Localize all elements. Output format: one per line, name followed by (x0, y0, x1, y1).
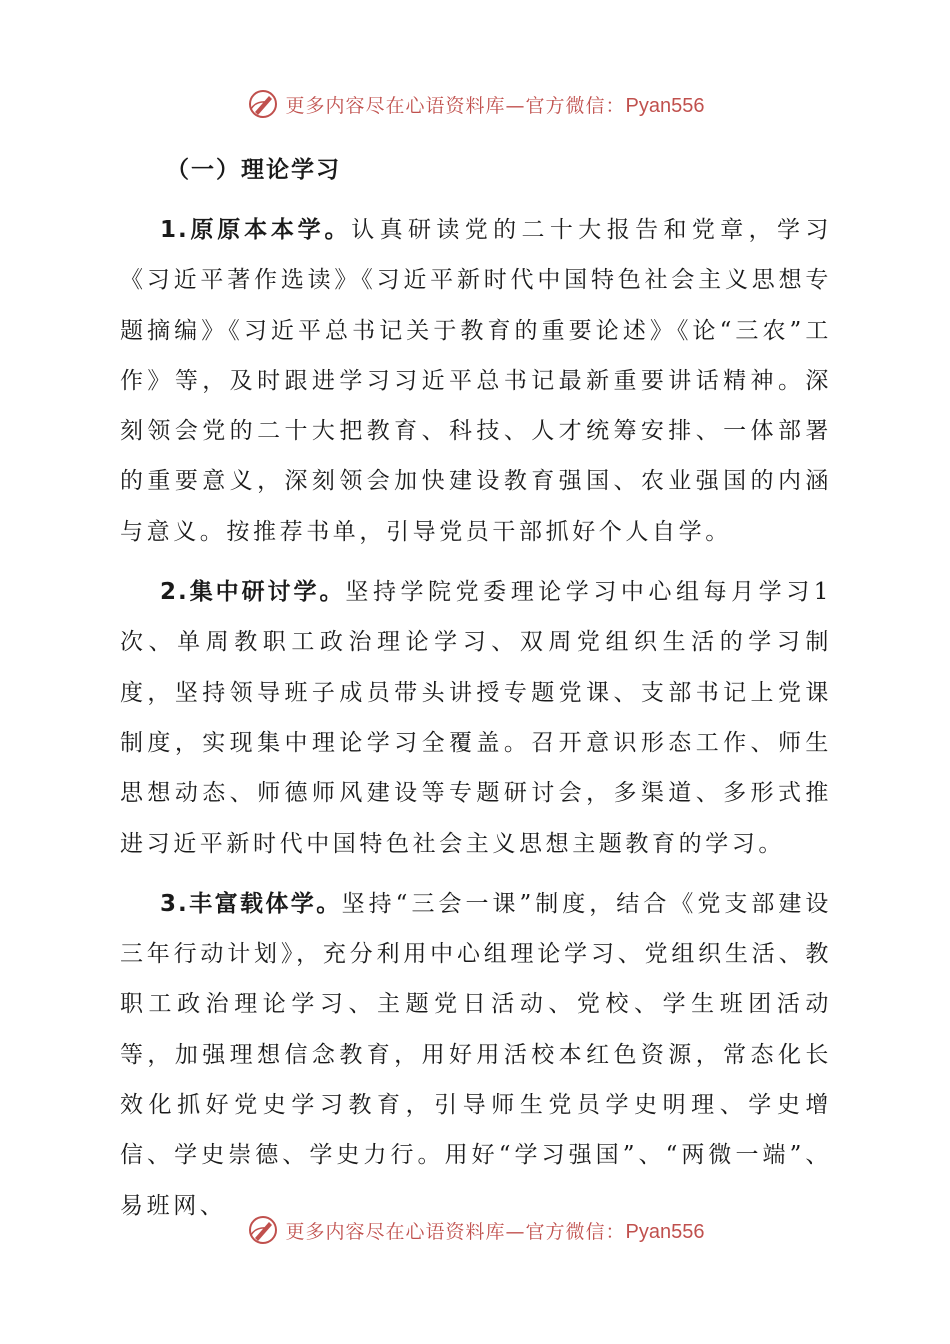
paragraph-1 (120, 205, 832, 557)
watermark-label: 更多内容尽在心语资料库—官方微信： (285, 94, 626, 117)
section-heading: （一）理论学习 (166, 157, 341, 183)
watermark-footer (0, 1210, 950, 1250)
paragraph-3-lead: 3.丰富载体学。 (160, 890, 342, 917)
paragraph-2-body: 坚持学院党委理论学习中心组每月学习1次、单周教职工政治理论学习、双周党组织生活的学习制度，坚持领导班子成员带头讲授专题党课、支部书记上党课制度，实现集中理论学习全覆盖。召开意识形态工作、师生思想动态、师德师风建设等专题研讨会，多渠道、多形式推进习近平新时代中国特色社会主义思想主题教育的学习。 (120, 579, 832, 857)
watermark-header (0, 84, 950, 124)
document-body (120, 145, 832, 1241)
paragraph-3 (120, 879, 832, 1231)
watermark-text (286, 1217, 705, 1244)
pen-logo-icon (246, 1213, 280, 1247)
paragraph-1-lead: 1.原原本本学。 (160, 217, 352, 243)
pen-logo-icon (246, 87, 280, 121)
watermark-label: 更多内容尽在心语资料库—官方微信： (285, 1220, 626, 1243)
watermark-wechat-id: Pyan556 (625, 94, 705, 117)
watermark-wechat-id: Pyan556 (625, 1220, 705, 1243)
paragraph-2 (120, 567, 832, 869)
paragraph-3-body: 坚持“三会一课”制度，结合《党支部建设三年行动计划》，充分利用中心组理论学习、党组织生活、教职工政治理论学习、主题党日活动、党校、学生班团活动等，加强理想信念教育，用好用活校本红色资源，常态化长效化抓好党史学习教育，引导师生党员学史明理、学史增信、学史崇德、学史力行。用好“学习强国”、“两微一端”、易班网、 (120, 890, 832, 1219)
paragraph-1-body: 认真研读党的二十大报告和党章，学习《习近平著作选读》《习近平新时代中国特色社会主义思想专题摘编》《习近平总书记关于教育的重要论述》《论“三农”工作》等，及时跟进学习习近平总书记最新重要讲话精神。深刻领会党的二十大把教育、科技、人才统筹安排、一体部署的重要意义，深刻领会加快建设教育强国、农业强国的内涵与意义。按推荐书单，引导党员干部抓好个人自学。 (120, 217, 832, 545)
watermark-text (286, 91, 705, 118)
paragraph-2-lead: 2.集中研讨学。 (160, 579, 346, 606)
